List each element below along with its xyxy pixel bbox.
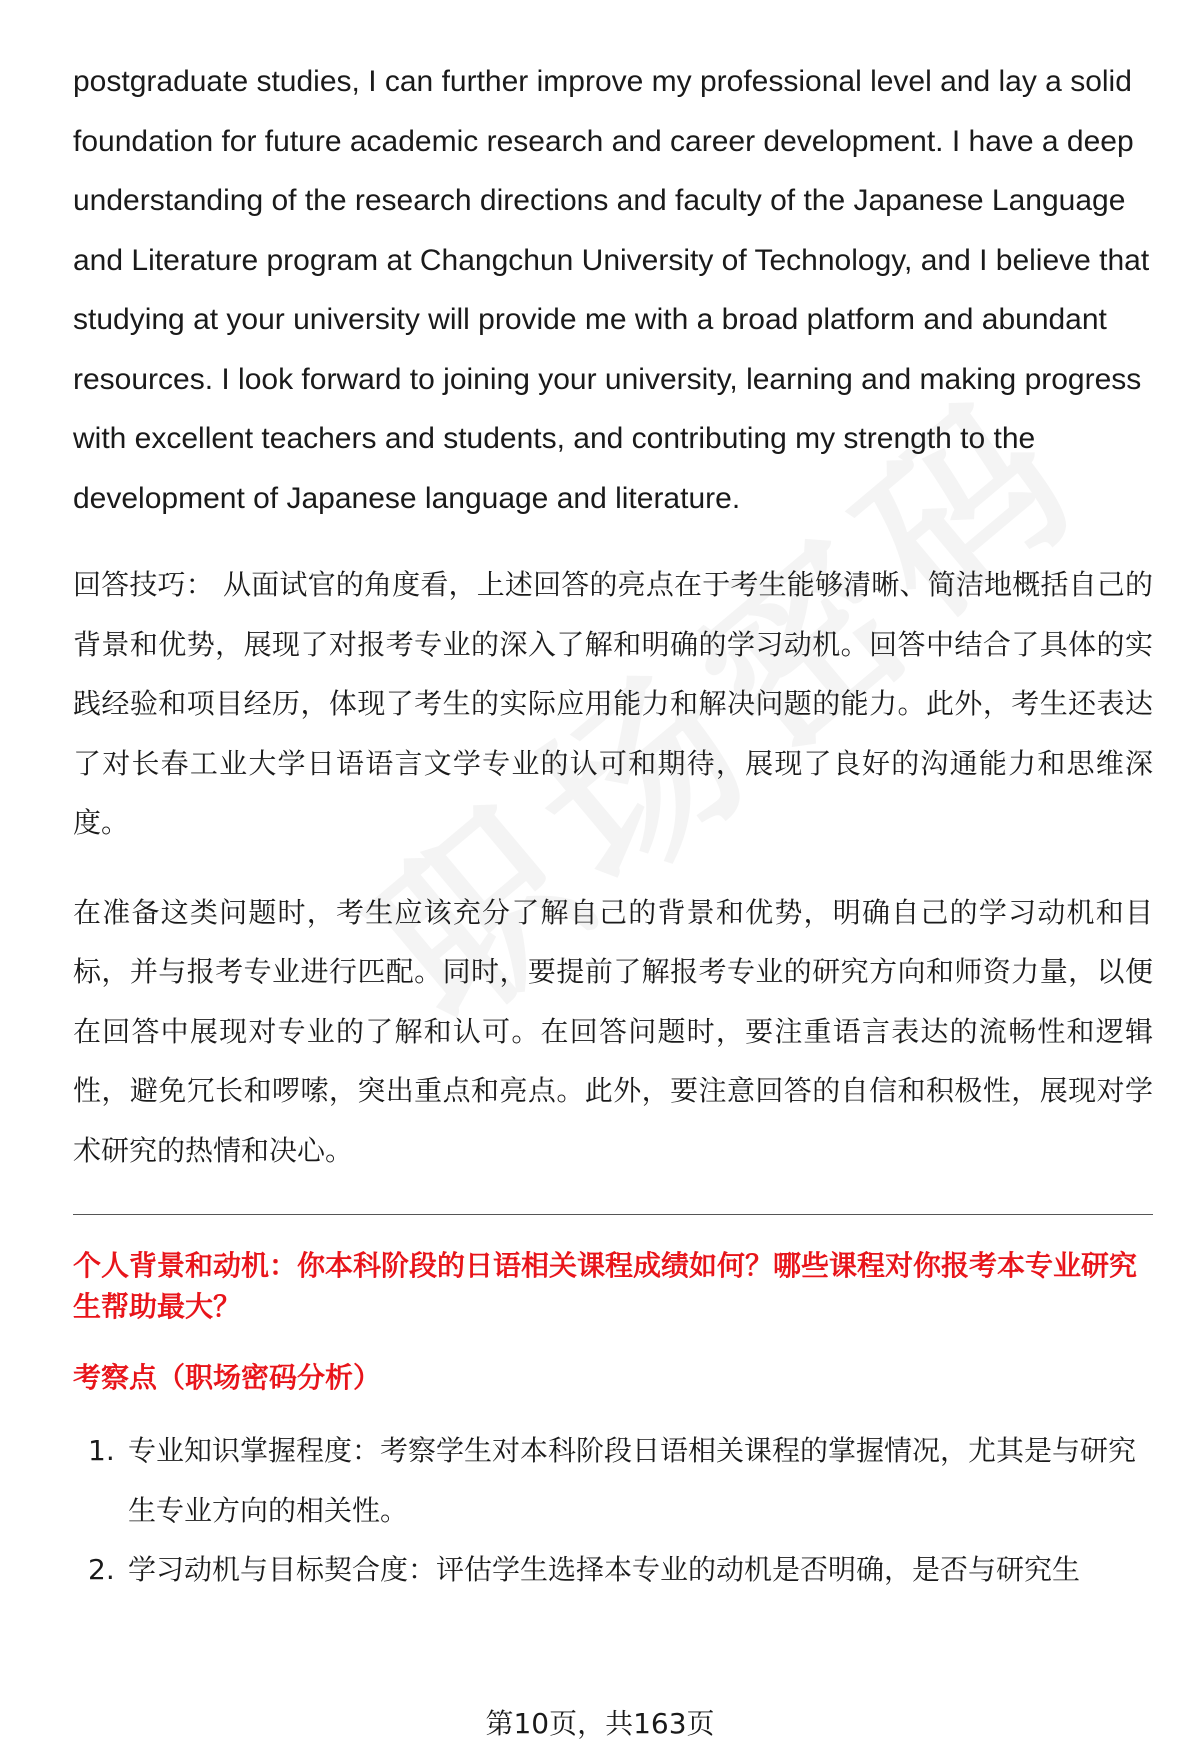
list-item-number: 1.: [88, 1434, 115, 1467]
question-heading: 个人背景和动机：你本科阶段的日语相关课程成绩如何？哪些课程对你报考本专业研究生帮助最大？: [73, 1249, 1138, 1323]
document-body: [73, 52, 1153, 1600]
list-item: [73, 1540, 1153, 1600]
section-divider: [73, 1214, 1153, 1215]
list-item-number: 2.: [88, 1553, 115, 1586]
tips-paragraph: 回答技巧： 从面试官的角度看，上述回答的亮点在于考生能够清晰、简洁地概括自己的背景和优势，展现了对报考专业的深入了解和明确的学习动机。回答中结合了具体的实践经验和项目经历，体现了考生的实际应用能力和解决问题的能力。此外，考生还表达了对长春工业大学日语语言文学专业的认可和期待，展现了良好的沟通能力和思维深度。: [73, 568, 1153, 839]
list-item-text: 专业知识掌握程度：考察学生对本科阶段日语相关课程的掌握情况，尤其是与研究生专业方向的相关性。: [128, 1434, 1137, 1527]
page-footer: 第10页，共163页: [485, 1707, 715, 1740]
section-title: 考察点（职场密码分析）: [73, 1361, 382, 1394]
list-item-text: 学习动机与目标契合度：评估学生选择本专业的动机是否明确，是否与研究生: [128, 1553, 1081, 1586]
list-item: [73, 1421, 1153, 1540]
points-list: [73, 1421, 1153, 1600]
english-paragraph: postgraduate studies, I can further improve my professional level and lay a solid foundation for future academic research and career development. I have a deep understanding of the research directions and faculty of the Japanese Language and Literature program at Changchun University of Technology, and I believe that studying at your university will provide me with a broad platform and abundant resources. I look forward to joining your university, learning and making progress with excellent teachers and students, and contributing my strength to the development of Japanese language and literature.: [73, 65, 1150, 515]
preparation-paragraph: 在准备这类问题时，考生应该充分了解自己的背景和优势，明确自己的学习动机和目标，并与报考专业进行匹配。同时，要提前了解报考专业的研究方向和师资力量，以便在回答中展现对专业的了解和认可。在回答问题时，要注重语言表达的流畅性和逻辑性，避免冗长和啰嗦，突出重点和亮点。此外，要注意回答的自信和积极性，展现对学术研究的热情和决心。: [73, 895, 1153, 1167]
